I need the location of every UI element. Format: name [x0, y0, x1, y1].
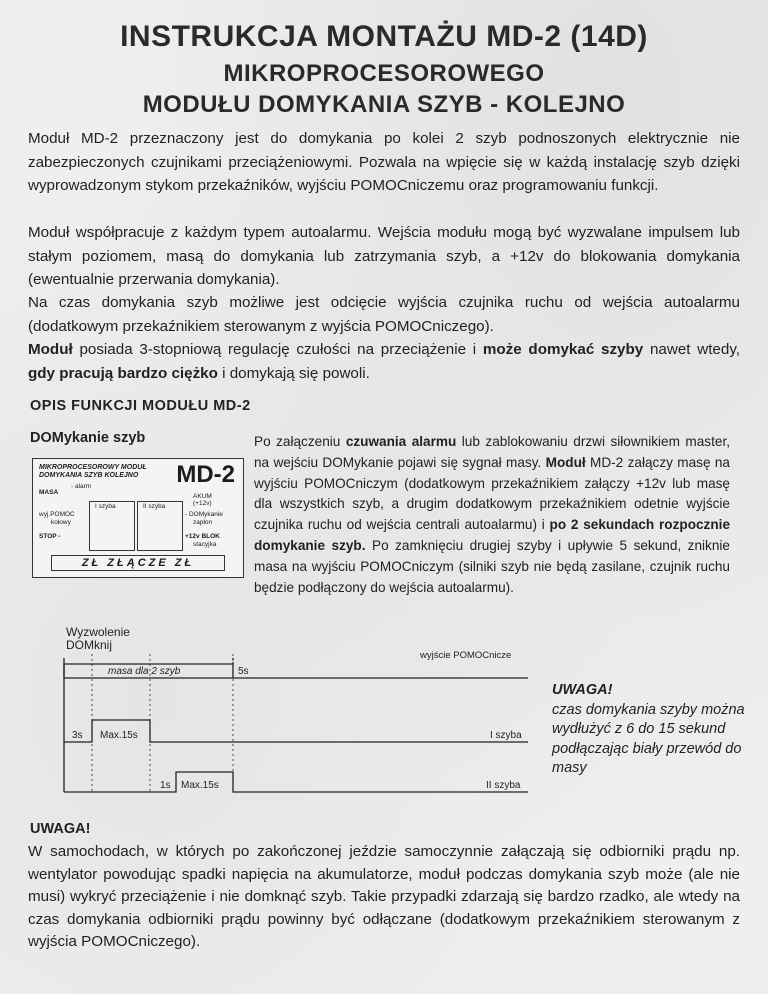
- label-kolowy: kołowy: [51, 519, 71, 526]
- pomoc-output-label: wyjście POMOCnicze: [420, 650, 512, 661]
- timing-diagram: [28, 624, 540, 824]
- func-text-3: MD-2 załączy masę na wyjściu POMOCniczym (dodatkowym przekaźnikiem załączy +12v lub masę dla wszystkich szyb, a drugim dodatkowym przekaźnikiem odetnie wyjście czujnika ruchu od wejścia centrali autoalarmu) i: [254, 454, 730, 533]
- label-alarm: - alarm: [71, 483, 92, 490]
- label-1s: 1s: [160, 780, 171, 791]
- title-line-2: MIKROPROCESOROWEGO: [223, 60, 545, 87]
- side-warning: [552, 681, 752, 779]
- trigger-label-2: DOMknij: [66, 638, 113, 652]
- label-masa: MASA: [39, 489, 59, 496]
- label-5s: 5s: [238, 666, 249, 677]
- connector-strip: ZŁ ZŁĄCZE ZŁ: [51, 555, 225, 571]
- module-title-line-2: DOMYKANIA SZYB KOLEJNO: [39, 472, 139, 479]
- title-line-3: MODUŁU DOMYKANIA SZYB - KOLEJNO: [142, 91, 626, 118]
- func-text-4: Po zamknięciu drugiej szyby i upływie 5 sekund, zniknie masa na wyjściu POMOCniczym (silniki szyb nie będą zasilane, czujnik ruchu będzie podłączony do wejścia autoalarmu).: [254, 537, 730, 595]
- label-3s: 3s: [72, 730, 83, 741]
- label-domykanie: - DOMykanie: [185, 511, 223, 518]
- module-model: MD-2: [176, 461, 235, 488]
- module-title: [39, 464, 147, 480]
- label-stacyjka: stacyjka: [193, 541, 217, 548]
- trigger-label-1: Wyzwolenie: [66, 625, 130, 639]
- label-szyba1: I szyba: [490, 730, 522, 741]
- bottom-warning-text: W samochodach, w których po zakończonej jeździe samoczynnie załączają się odbiorniki prądu np. wentylator powodując spadki napięcia na akumulatorze, moduł podczas domykania szyb może (ale nie musi) wykryć przeciążenie i nie domknąć szyb. Takie przypadki zdarzają się bardzo rzadko, ale wtedy na czas domykania odbiorniki prądu powinny być odłączane (dodatkowym przekaźnikiem sterowanym z wyjścia POMOCniczego).: [28, 843, 740, 950]
- p4-text-1: posiada 3-stopniową regulację czułości na przeciążenie i: [72, 341, 483, 358]
- label-akum: AKUM: [193, 493, 212, 500]
- label-ii-szyba: II szyba: [143, 503, 166, 510]
- p4-bold-2: może domykać szyby: [482, 341, 644, 358]
- szyba2-signal: [64, 772, 528, 792]
- module-illustration: [32, 458, 244, 578]
- func-text-2: lub zablokowaniu drzwi siłownikiem master, na wejściu DOMykanie pojawi się sygnał masy.: [254, 434, 730, 470]
- intro-paragraph-3: Na czas domykania szyb możliwe jest odcięcie wyjścia czujnika ruchu od wejścia autoalarmu (dodatkowym przekaźnikiem sterowanym z wyjścia POMOCniczego).: [28, 294, 740, 335]
- label-i-szyba: I szyba: [95, 503, 116, 510]
- mass-label: masa dla 2 szyb: [108, 666, 181, 677]
- label-max15-b: Max.15s: [181, 780, 219, 791]
- label-zaplon: zapłon: [193, 519, 213, 526]
- func-text-1: Po załączeniu: [254, 434, 346, 449]
- p4-bold-3: gdy pracują bardzo ciężko: [28, 364, 218, 382]
- label-plus12: (+12v): [193, 500, 212, 507]
- p4-text-3: i domykają się powoli.: [217, 364, 370, 382]
- func-bold-2: Moduł: [545, 454, 586, 470]
- side-warning-text: czas domykania szyby można wydłużyć z 6 do 15 sekund podłączając biały przewód do masy: [552, 701, 745, 776]
- intro-paragraph-4: [28, 338, 740, 385]
- function-description: [254, 432, 730, 598]
- label-stop: STOP -: [39, 533, 61, 540]
- intro-paragraph-1: Moduł MD-2 przeznaczony jest do domykania po kolei 2 szyb podnoszonych elektrycznie nie zabezpieczonych czujnikami przeciążeniowymi. Pozwala na wpięcie się w każdą instalację szyb dzięki wyprowadzonym stykom przekaźników, wyjściu POMOCniczemu oraz programowaniu funkcji.: [28, 130, 740, 194]
- section-heading: OPIS FUNKCJI MODUŁU MD-2: [30, 398, 251, 414]
- func-bold-1: czuwania alarmu: [345, 434, 457, 449]
- p4-text-2: nawet wtedy,: [643, 341, 740, 358]
- label-max15-a: Max.15s: [100, 730, 138, 741]
- side-warning-heading: UWAGA!: [552, 682, 613, 698]
- intro-paragraph-2: Moduł współpracuje z każdym typem autoalarmu. Wejścia modułu mogą być wyzwalane impulsem lub stałym poziomem, masą do domykania lub zatrzymania szyb, a +12v do blokowania domykania (ewentualnie przerwania domykania).: [28, 224, 740, 288]
- label-blok: +12v BLOK: [185, 533, 220, 540]
- label-wyj-pomoc: wyj.POMOC: [39, 511, 75, 518]
- title-line-1: INSTRUKCJA MONTAŻU MD-2 (14D): [120, 20, 648, 53]
- p4-bold-1: Moduł: [28, 341, 73, 358]
- bottom-warning-heading: UWAGA!: [30, 821, 91, 837]
- func-bold-3: po 2 sekundach rozpocznie domykanie szyb.: [254, 517, 730, 553]
- subsection-heading: DOMykanie szyb: [30, 430, 146, 446]
- module-title-line-1: MIKROPROCESOROWY MODUŁ: [39, 464, 147, 471]
- label-szyba2: II szyba: [486, 780, 521, 791]
